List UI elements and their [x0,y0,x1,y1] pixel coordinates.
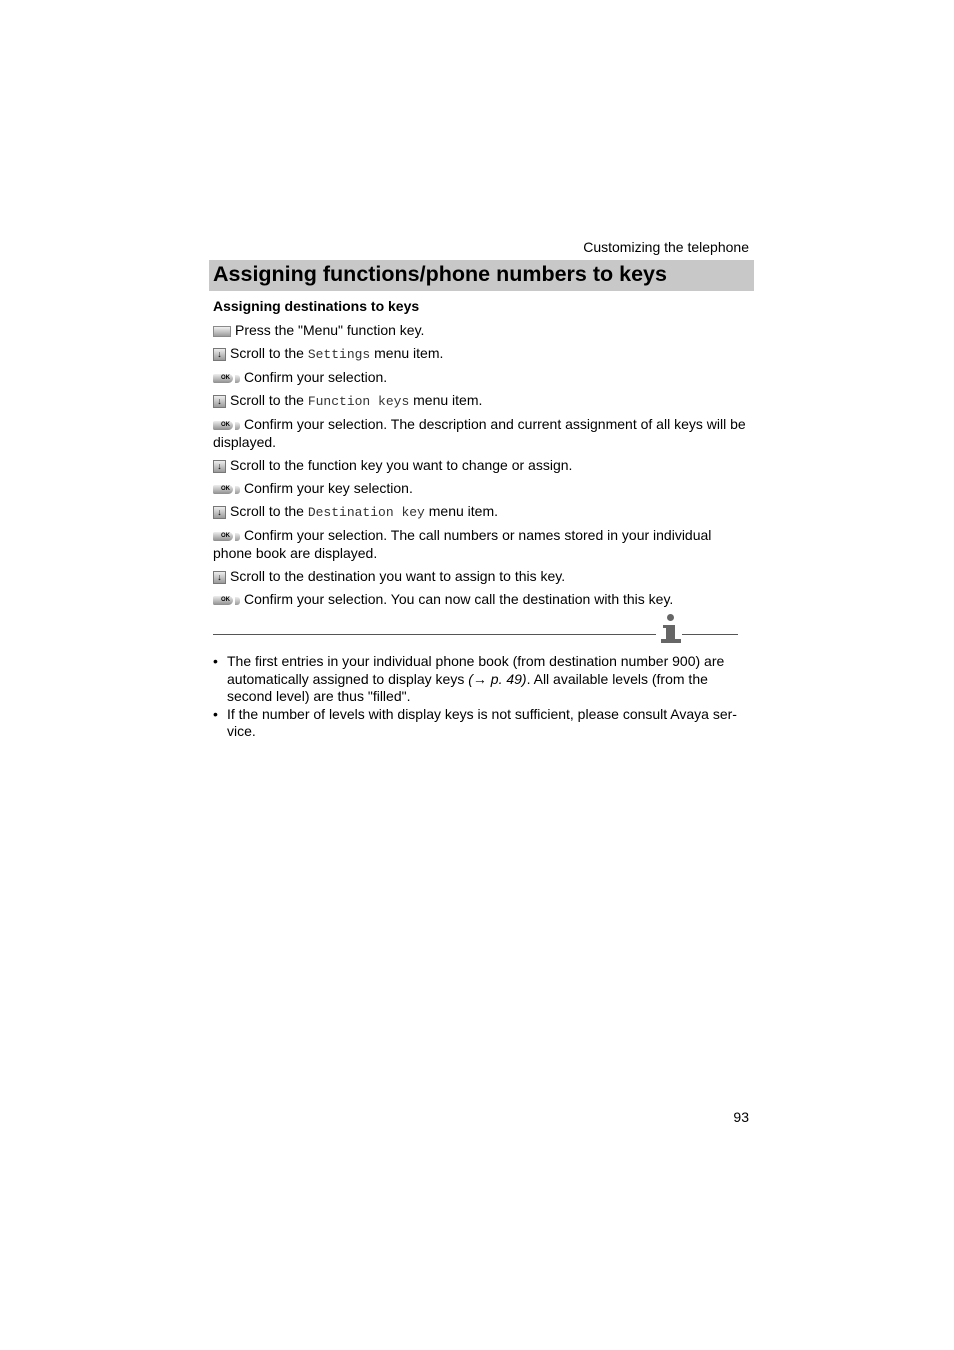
page-title: Assigning functions/phone numbers to keys [213,262,667,286]
step-text: Confirm your selection. The description and current assignment of all keys will be displayed. [213,416,746,450]
step-text: Press the "Menu" function key. [235,322,425,338]
step-press-menu [213,322,753,340]
step-text: Confirm your selection. [244,369,388,385]
ok-key-icon: OK [213,374,240,383]
menu-item-name: Settings [307,347,371,362]
step-scroll-function-keys [213,392,753,411]
ok-key-icon: OK [213,421,240,430]
ok-key-icon: OK [213,532,240,541]
note-item: • The first entries in your individual phone book (from destination number 900) are automatically assigned to display keys (→ p. 49). All available levels (from the second level) are thus "filled". [213,653,753,706]
menu-item-name: Function keys [307,394,410,409]
step-text: menu item. [409,392,483,408]
ok-key-icon: OK [213,596,240,605]
step-text: Confirm your selection. The call numbers or names stored in your individual phone book are displayed. [213,527,712,561]
page-reference: (→ p. 49) [468,670,527,687]
running-header: Customizing the telephone [583,239,749,255]
ok-key-icon: OK [213,485,240,494]
scroll-arrow-icon: ↓ [213,348,226,361]
scroll-arrow-icon: ↓ [213,506,226,519]
divider [682,634,738,635]
step-scroll-destination-key [213,503,753,522]
step-confirm-display [213,416,753,451]
menu-item-name: Destination key [307,505,425,520]
step-text: Confirm your selection. You can now call the destination with this key. [244,591,674,607]
step-text: Scroll to the [230,503,308,519]
step-text: menu item. [424,503,498,519]
step-text: Scroll to the [230,392,308,408]
notes-list [213,653,753,741]
step-text: Confirm your key selection. [244,480,413,496]
step-scroll-settings [213,345,753,364]
step-text: Scroll to the destination you want to assign to this key. [230,568,566,584]
step-scroll-function-key [213,457,753,475]
menu-key-icon [213,326,231,337]
step-confirm-phonebook [213,527,753,562]
scroll-arrow-icon: ↓ [213,571,226,584]
title-bar [209,260,754,291]
scroll-arrow-icon: ↓ [213,395,226,408]
step-confirm [213,369,753,387]
divider [213,634,656,635]
step-text: Scroll to the [230,345,308,361]
step-confirm-key [213,480,753,498]
section-subheading: Assigning destinations to keys [213,298,420,314]
step-text: Scroll to the function key you want to change or assign. [230,457,573,473]
step-text: menu item. [370,345,444,361]
step-scroll-destination [213,568,753,586]
info-icon [660,614,682,644]
scroll-arrow-icon: ↓ [213,460,226,473]
page-number: 93 [733,1109,749,1125]
step-confirm-final [213,591,753,609]
note-item: • If the number of levels with display keys is not sufficient, please consult Avaya ser- vice. [213,706,753,741]
